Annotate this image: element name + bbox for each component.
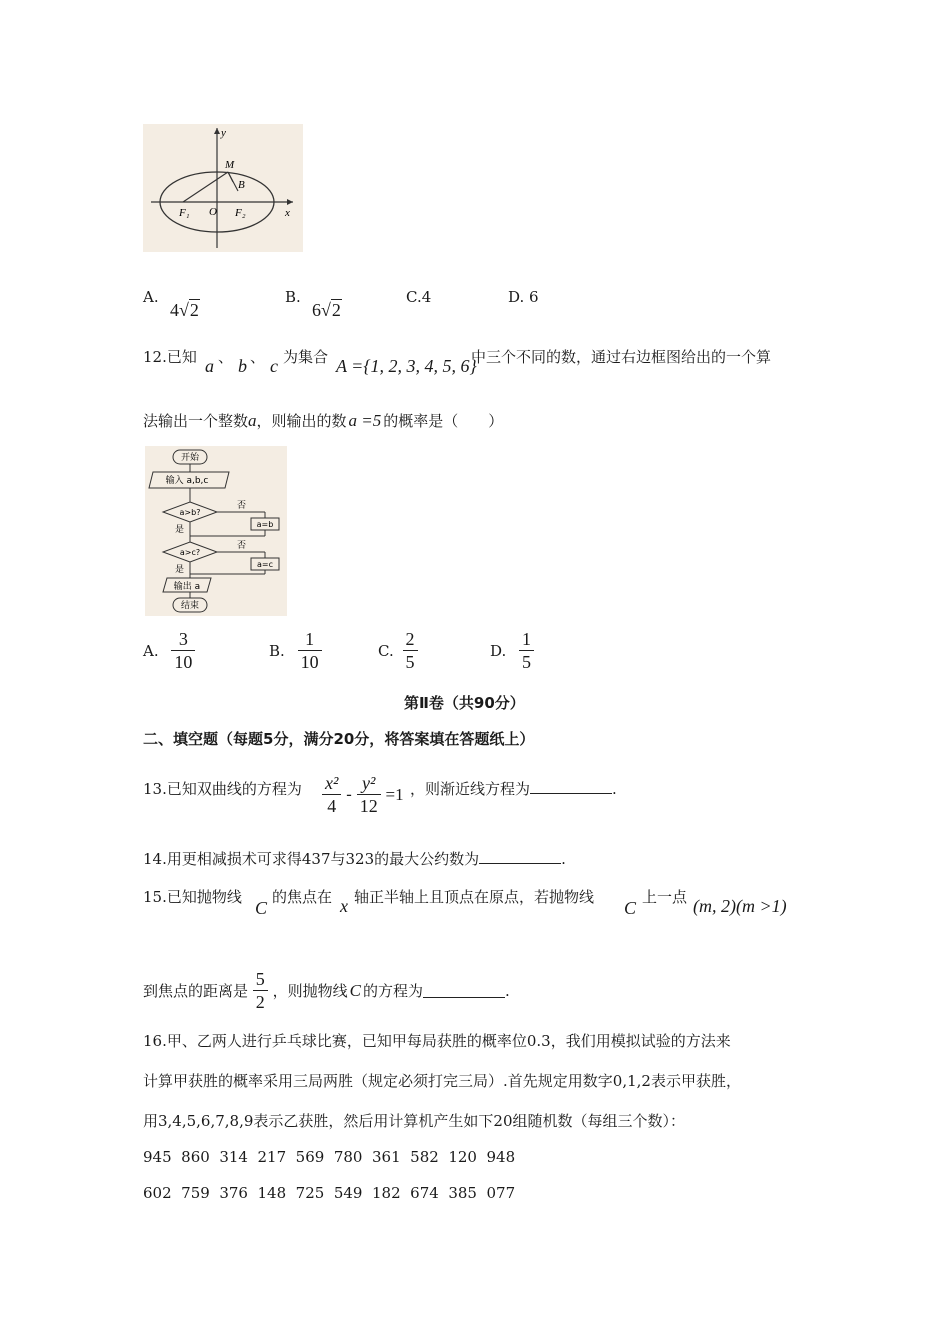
q16-line1: 16.甲、乙两人进行乒乓球比赛，已知甲每局获胜的概率位0.3，我们用模拟试验的方法来 [143, 1032, 731, 1050]
q12-option-c: C. $\frac{2}{5}$ [378, 628, 418, 673]
q15-answer-blank[interactable] [423, 983, 505, 998]
q15-point: (m, 2)(m >1) [693, 896, 787, 916]
q14-answer-blank[interactable] [479, 849, 561, 864]
q15-var-x: x [340, 896, 348, 916]
q15-p1: 15.已知抛物线 [143, 888, 242, 906]
flow-assign1: a=b [256, 520, 274, 529]
q11-option-a: A. [143, 288, 159, 306]
flowchart-figure [145, 446, 287, 616]
point-b-label: B [238, 179, 245, 191]
q12-var-c: c [270, 356, 278, 376]
q12-sep2: 、 [250, 348, 266, 366]
fill-in-heading: 二、填空题（每题5分，满分20分，将答案填在答题纸上） [143, 730, 535, 748]
flow-cond2: a>c? [179, 548, 201, 557]
q11-option-b-value: 6√2 [312, 300, 341, 320]
q11-option-c: C.4 [406, 288, 432, 306]
q13-equation: $\frac{\text{x²}}{4}$ - $\frac{\text{y²}}{12}$ =1 [322, 772, 404, 817]
ellipse-figure [143, 124, 303, 252]
q12-line2: 法输出一个整数a，则输出的数 a =5 的概率是（ ） [143, 411, 504, 430]
q15-var-c2: C [624, 898, 637, 918]
flowchart-diagram [145, 446, 287, 616]
flow-no1: 否 [237, 501, 247, 511]
q13-answer-blank[interactable] [530, 779, 612, 794]
q16-line2: 计算甲获胜的概率采用三局两胜（规定必须打完三局）.首先规定用数字0,1,2表示甲获胜， [143, 1072, 741, 1090]
q12-var-a: a [205, 356, 214, 376]
flow-no2: 否 [237, 541, 247, 551]
flow-assign2: a=c [256, 560, 274, 569]
x-axis-label: x [285, 207, 290, 219]
focus-f2-label: F₂ [235, 207, 246, 219]
q13-text: 13.已知双曲线的方程为 [143, 780, 302, 798]
q15-p2: 的焦点在 [272, 888, 333, 906]
q12-set: A ={1, 2, 3, 4, 5, 6} [336, 356, 477, 376]
q11-option-a-value: 4√2 [170, 300, 199, 320]
q11-option-b: B. [285, 288, 301, 306]
q15-line2: 到焦点的距离是 $\frac{5}{2}$ ，则抛物线 C 的方程为 . [143, 969, 510, 1012]
flow-output: 输出 a [173, 582, 201, 592]
focus-f1-label: F₁ [179, 207, 190, 219]
flow-start: 开始 [180, 453, 200, 463]
q12-line1-p2: 为集合 [283, 348, 329, 366]
q12-line1-p3: 中三个不同的数，通过右边框图给出的一个算 [471, 348, 772, 366]
q12-option-a: A. $\frac{3}{10}$ [143, 628, 195, 673]
y-axis-label: y [221, 127, 226, 139]
q12-var-b: b [238, 356, 247, 376]
point-m-label: M [225, 159, 235, 171]
q12-option-b: B. $\frac{1}{10}$ [269, 628, 322, 673]
flow-yes1: 是 [175, 525, 185, 535]
origin-label: O [209, 206, 217, 218]
q14-text: 14.用更相减损术可求得437与323的最大公约数为 . [143, 850, 566, 868]
q11-option-d: D. 6 [508, 288, 539, 306]
flow-input: 输入 a,b,c [165, 476, 209, 486]
q16-random-row2: 602 759 376 148 725 549 182 674 385 077 [143, 1184, 516, 1202]
q12-line1: 12.已知 [143, 348, 197, 366]
ellipse-diagram [143, 124, 303, 252]
q16-random-row1: 945 860 314 217 569 780 361 582 120 948 [143, 1148, 516, 1166]
flow-end: 结束 [180, 601, 200, 611]
q12-sep1: 、 [218, 348, 234, 366]
q15-p4: 上一点 [642, 888, 688, 906]
section2-title: 第Ⅱ卷（共90分） [404, 694, 525, 712]
q13-text-2: ，则渐近线方程为 . [410, 780, 617, 798]
q15-var-c1: C [255, 898, 268, 918]
q16-line3: 用3,4,5,6,7,8,9表示乙获胜，然后用计算机产生如下20组随机数（每组三个数）： [143, 1112, 686, 1130]
flow-yes2: 是 [175, 565, 185, 575]
q15-p3: 轴正半轴上且顶点在原点，若抛物线 [354, 888, 595, 906]
flow-cond1: a>b? [179, 508, 201, 517]
q12-option-d: D. $\frac{1}{5}$ [490, 628, 534, 673]
